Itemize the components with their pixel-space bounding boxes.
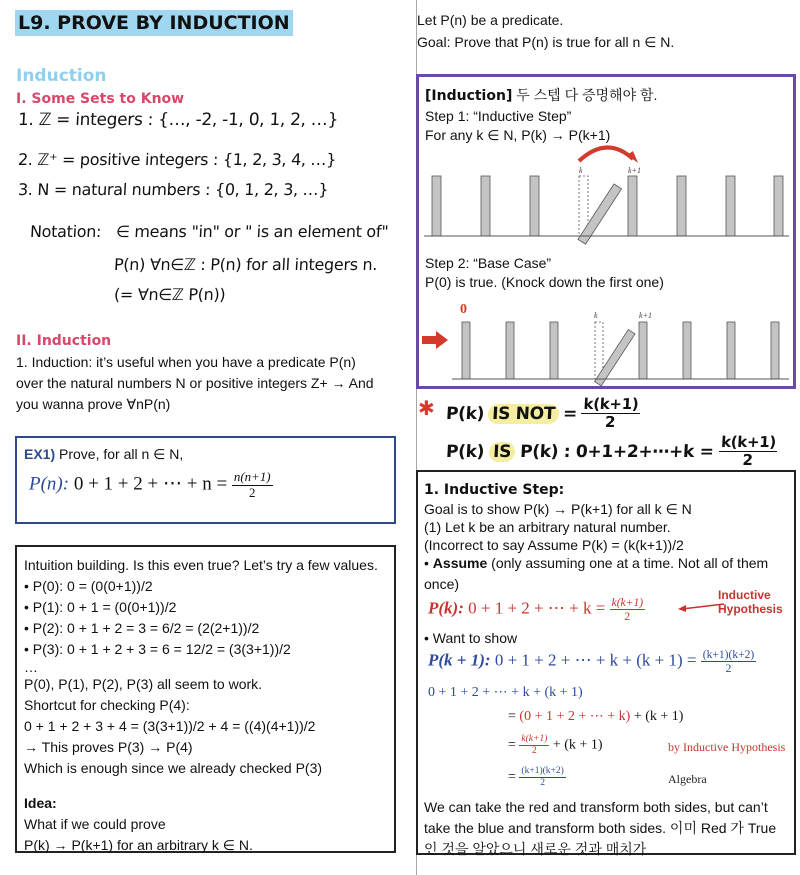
note-line-1 — [445, 396, 641, 432]
step1-text: For any k ∈ N, P(k) → P(k+1) — [425, 127, 611, 143]
domino — [639, 322, 647, 379]
domino-diagram-step1 — [419, 139, 793, 249]
proof-box — [416, 470, 796, 855]
intuition-bullet: • P(2): 0 + 1 + 2 = 3 = 6/2 = (2(2+1))/2 — [24, 620, 260, 636]
label-k-plus-1: k+1 — [639, 311, 652, 320]
set-item-integers: 1. ℤ = integers : {…, -2, -1, 0, 1, 2, …} — [17, 110, 339, 130]
note-numerator: k(k+1) — [719, 434, 779, 452]
example1-box — [15, 436, 396, 524]
chain-numerator: (k+1)(k+2) — [521, 766, 564, 776]
label-k-plus-1: k+1 — [628, 166, 641, 175]
step1-title: Step 1: “Inductive Step” — [425, 108, 572, 124]
chain-step-1 — [508, 708, 683, 725]
note-highlight-is-not: IS NOT — [488, 404, 560, 424]
set-item-natural-numbers: 3. N = natural numbers : {0, 1, 2, 3, …} — [17, 180, 329, 199]
ih-annotation-line: Hypothesis — [718, 602, 783, 616]
want-label: Want to show — [432, 630, 518, 646]
chain-start: 0 + 1 + 2 + ⋯ + k + (k + 1) — [428, 685, 583, 700]
chain-red-part: (0 + 1 + 2 + ⋯ + k) — [519, 709, 631, 724]
step2-title: Step 2: “Base Case” — [425, 255, 552, 271]
label-k: k — [594, 311, 598, 320]
proof-line: (Incorrect to say Assume P(k) = (k(k+1))/2 — [424, 537, 684, 553]
notation-line-3: (= ∀n∈ℤ P(n)) — [113, 285, 226, 304]
want-bullet: • Want to show — [424, 630, 518, 646]
goal-denominator: 2 — [725, 662, 732, 676]
push-arrow-icon — [422, 331, 448, 349]
right-intro-line-2: Goal: Prove that P(n) is true for all n ∈ N. — [417, 34, 675, 50]
example1-numerator: n(n+1) — [233, 469, 271, 484]
arc-arrow-icon — [579, 147, 633, 161]
chain-rest: + (k + 1) — [630, 709, 684, 724]
note-denominator: 2 — [742, 451, 754, 470]
domino — [432, 176, 441, 236]
goal-formula — [428, 648, 756, 676]
domino-falling — [595, 330, 635, 386]
notation-line-1: ∈ means "in" or " is an element of" — [115, 222, 389, 241]
chain-eq: = — [508, 737, 516, 753]
note-highlight-is: IS — [489, 442, 516, 462]
note-numerator: k(k+1) — [581, 396, 641, 414]
idea-label: Idea: — [24, 795, 57, 811]
intuition-line: P(0), P(1), P(2), P(3) all seem to work. — [24, 676, 263, 692]
ih-expr: 0 + 1 + 2 + ⋯ + k = — [468, 598, 606, 618]
intuition-line: → This proves P(3) → P(4) — [24, 739, 193, 755]
domino — [530, 176, 539, 236]
section1-heading: I. Some Sets to Know — [16, 91, 185, 107]
chain-rest: + (k + 1) — [549, 737, 603, 753]
domino — [774, 176, 783, 236]
domino-diagram-step2 — [419, 295, 793, 387]
goal-numerator: (k+1)(k+2) — [702, 648, 755, 661]
inductive-hypothesis-formula — [428, 596, 645, 624]
chain-reason-algebra: Algebra — [668, 772, 707, 786]
intuition-line: 0 + 1 + 2 + 3 + 4 = (3(3+1))/2 + 4 = ((4)(4+1))/2 — [24, 718, 316, 734]
example1-text: Prove, for all n ∈ N, — [55, 446, 184, 462]
domino — [628, 176, 637, 236]
proof-line: (1) Let k be an arbitrary natural number. — [424, 519, 671, 535]
chain-denominator: 2 — [540, 777, 546, 788]
chain-denominator: 2 — [532, 745, 537, 756]
domino — [506, 322, 514, 379]
chain-fraction — [519, 734, 549, 757]
chain-fraction — [519, 766, 565, 789]
example1-label: EX1) — [24, 446, 56, 462]
ih-annotation-line: Inductive — [718, 588, 771, 602]
chain-eq: = — [508, 709, 516, 724]
notation-label: Notation: — [29, 222, 102, 241]
intuition-box — [15, 545, 396, 853]
note-lhs: P(k) — [445, 441, 485, 462]
example1-denominator: 2 — [249, 484, 256, 500]
induction-box — [416, 74, 796, 389]
ih-numerator: k(k+1) — [611, 596, 644, 609]
domino — [726, 176, 735, 236]
intuition-line: Shortcut for checking P(4): — [24, 697, 190, 713]
goal-fraction — [701, 648, 757, 676]
assume-bullet: • Assume (only assuming one at a time. Not all of them once) — [424, 555, 769, 592]
domino — [481, 176, 490, 236]
induction-tag: [Induction] — [425, 88, 513, 104]
induction-tag-note: 두 스텝 다 증명해야 함. — [512, 87, 658, 103]
label-k: k — [579, 166, 583, 175]
chain-reason-ih: by Inductive Hypothesis — [668, 740, 786, 754]
section2-text: 1. Induction: it’s useful when you have a predicate P(n) over the natural numbers N or positive integers Z+ → And you wanna prove ∀nP(n) — [16, 354, 374, 412]
goal-expr: 0 + 1 + 2 + ⋯ + k + (k + 1) = — [494, 650, 697, 670]
domino — [550, 322, 558, 379]
idea-line: What if we could prove — [24, 816, 166, 832]
chain-eq: = — [508, 769, 516, 785]
note-fraction — [718, 434, 779, 470]
chain-step-3 — [508, 766, 566, 789]
ih-fraction — [610, 596, 646, 624]
proof-heading: 1. Inductive Step: — [424, 482, 565, 498]
domino — [677, 176, 686, 236]
ih-annotation — [718, 588, 783, 616]
intuition-line: Which is enough since we already checked P(3) — [24, 760, 323, 776]
goal-lhs: P(k + 1): — [428, 650, 491, 670]
assume-text: (only assuming one at a time. Not all of them once) — [424, 555, 769, 592]
intuition-bullet: • P(3): 0 + 1 + 2 + 3 = 6 = 12/2 = (3(3+1))/2 — [24, 641, 291, 657]
note-denominator: 2 — [604, 413, 616, 432]
domino — [462, 322, 470, 379]
idea-line: P(k) → P(k+1) for an arbitrary k ∈ N. — [24, 837, 253, 853]
note-expression: P(k) : 0+1+2+⋯+k = — [519, 441, 715, 462]
domino-falling — [578, 184, 621, 244]
topic-heading: Induction — [16, 66, 107, 86]
example1-fraction — [232, 470, 273, 501]
intuition-ellipsis: … — [24, 659, 38, 675]
note-line-2 — [445, 434, 778, 470]
ih-denominator: 2 — [624, 610, 631, 624]
example1-expr: 0 + 1 + 2 + ⋯ + n = — [73, 473, 228, 495]
domino — [683, 322, 691, 379]
chain-numerator: k(k+1) — [521, 734, 548, 744]
set-item-positive-integers: 2. ℤ⁺ = positive integers : {1, 2, 3, 4, …} — [17, 150, 337, 169]
note-lhs: P(k) — [445, 403, 485, 424]
right-intro-line-1: Let P(n) be a predicate. — [417, 12, 564, 28]
intuition-bullet: • P(1): 0 + 1 = (0(0+1))/2 — [24, 599, 177, 615]
intuition-bullet: • P(0): 0 = (0(0+1))/2 — [24, 578, 153, 594]
domino — [727, 322, 735, 379]
page-title: L9. PROVE BY INDUCTION — [15, 10, 293, 36]
intuition-intro: Intuition building. Is this even true? Let’s try a few values. — [24, 557, 378, 573]
assume-label: Assume — [432, 555, 488, 571]
example1-lhs: P(n): — [29, 473, 70, 495]
chain-step-2 — [508, 734, 603, 757]
label-zero: 0 — [460, 302, 467, 317]
section2-heading: II. Induction — [16, 333, 112, 349]
proof-closing: We can take the red and transform both sides, but can’t take the blue and transform both sides. 이미 Red 가 True 인 것을 알았으니 새로운 것과 매치가 — [424, 799, 777, 857]
note-fraction — [580, 396, 641, 432]
note-equals: = — [562, 403, 578, 424]
ih-lhs: P(k): — [428, 598, 464, 618]
domino — [771, 322, 779, 379]
step2-text: P(0) is true. (Knock down the first one) — [425, 274, 664, 290]
notation-line-2: P(n) ∀n∈ℤ : P(n) for all integers n. — [113, 255, 378, 274]
proof-line: Goal is to show P(k) → P(k+1) for all k ∈ N — [424, 501, 692, 517]
star-icon: ✱ — [418, 398, 435, 420]
